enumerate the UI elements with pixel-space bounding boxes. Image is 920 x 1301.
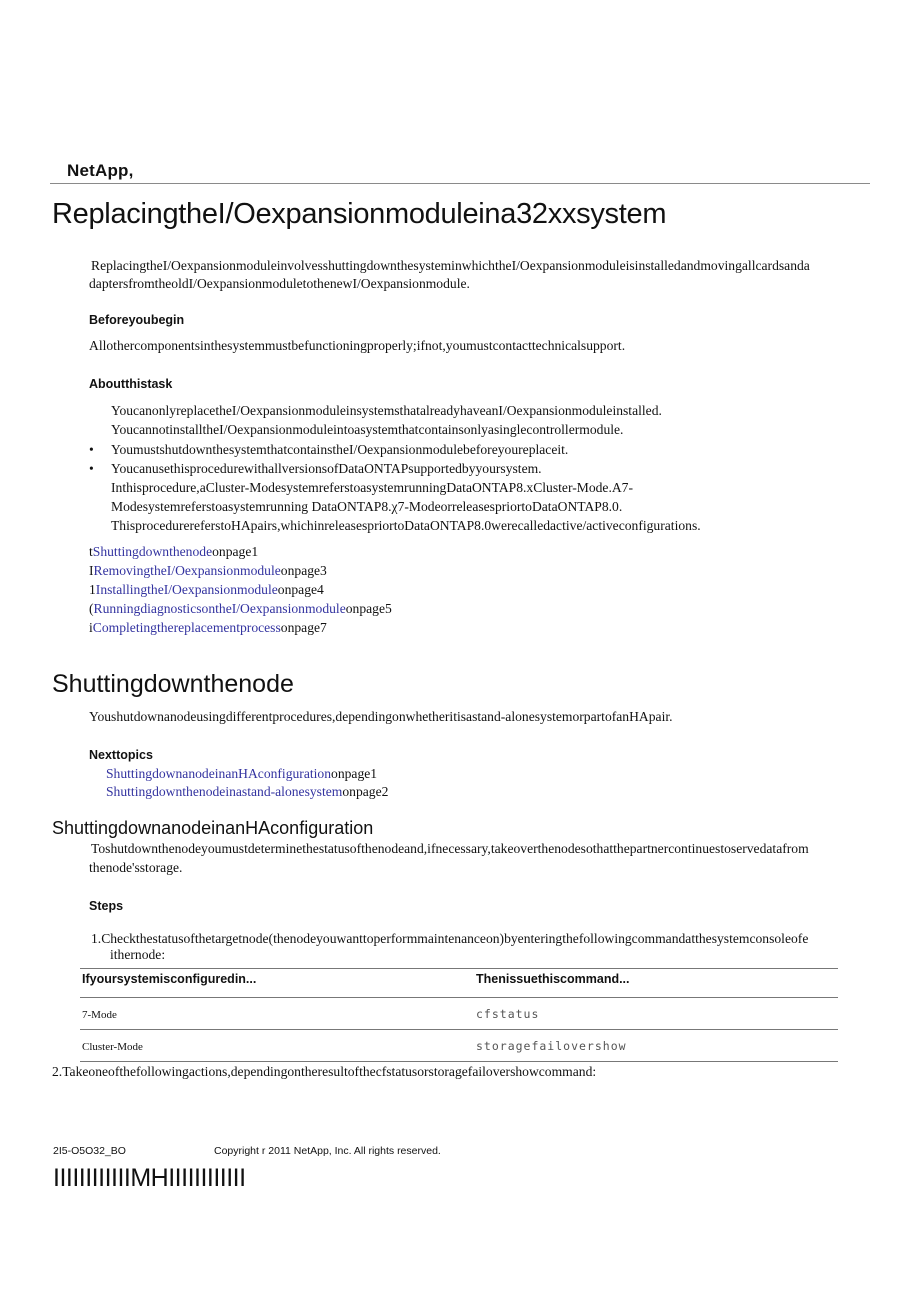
- table-row: [80, 1030, 838, 1062]
- step2-text: 2.Takeoneofthefollowingactions,dependingontheresultofthecfstatusorstoragefailovershowcommand:: [52, 1064, 597, 1079]
- toc-prefix: i: [89, 620, 93, 635]
- next-topic-page-ref: onpage2: [342, 784, 389, 799]
- toc-link-shutting-down[interactable]: Shuttingdownthenode: [92, 544, 213, 559]
- toc-page-ref: onpage5: [345, 601, 392, 616]
- toc-item: [89, 580, 324, 599]
- section1-text: Youshutdownanodeusingdifferentprocedures,dependingonwhetheritisastand-alonesystemorpartofanHApair.: [89, 709, 673, 724]
- toc-item: [89, 542, 258, 561]
- table-cell-command: storagefailovershow: [476, 1039, 627, 1053]
- next-topics-heading: Nexttopics: [89, 748, 153, 762]
- netapp-logo: NetApp,: [67, 161, 134, 180]
- steps-heading: Steps: [89, 899, 124, 913]
- table-row: [80, 998, 838, 1030]
- about-item3-line1: YoucanusethisprocedurewithallversionsofDataONTAPsupportedbyyoursystem.: [111, 461, 542, 476]
- before-heading: Beforeyoubegin: [89, 313, 185, 327]
- about-item3-line2: Inthisprocedure,aCluster-ModesystemreferstoasystemrunningDataONTAP8.xCluster-Mode.A7-: [111, 480, 633, 495]
- toc-page-ref: onpage7: [280, 620, 327, 635]
- section-title-shutting-down: Shuttingdownthenode: [52, 670, 294, 698]
- about-item3-line3: Modesystemreferstoasystemrunning DataONTAP8.χ7-ModeorreleasespriortoDataONTAP8.0.: [111, 499, 623, 514]
- toc-item: [89, 561, 327, 580]
- toc-item: [89, 618, 327, 637]
- section2-line-1: Toshutdownthenodeyoumustdeterminethestatusofthenodeand,ifnecessary,takeoverthenodesothatthepartnercontinuestoservedatafrom: [91, 841, 809, 856]
- intro-line-2: daptersfromtheoldI/OexpansionmoduletothenewI/Oexpansionmodule.: [89, 276, 470, 291]
- about-item3-line4: ThisprocedurereferstoHApairs,whichinreleasespriortoDataONTAP8.0werecalledactive/activeconfigurations.: [111, 518, 701, 533]
- next-topic-link-ha[interactable]: ShuttingdownanodeinanHAconfiguration: [106, 766, 332, 781]
- toc-prefix: (: [89, 601, 94, 616]
- table-cell-mode: 7-Mode: [82, 1009, 117, 1021]
- footer-copyright: Copyright r 2011 NetApp, Inc. All rights reserved.: [214, 1145, 441, 1157]
- next-topic-item: [106, 764, 377, 783]
- footer-doc-id: 2I5-O5O32_BO: [53, 1145, 126, 1157]
- barcode: IIIIIIIIIIIIMHIIIIIIIIIIII: [53, 1164, 246, 1192]
- command-table: [80, 968, 838, 1062]
- page-title: ReplacingtheI/Oexpansionmoduleina32xxsystem: [52, 198, 667, 230]
- toc-link-completing[interactable]: Completingthereplacementprocess: [92, 620, 281, 635]
- section-title-ha-configuration: ShuttingdownanodeinanHAconfiguration: [52, 818, 374, 838]
- toc-page-ref: onpage3: [280, 563, 327, 578]
- toc-link-diagnostics[interactable]: RunningdiagnosticsontheI/Oexpansionmodule: [93, 601, 346, 616]
- table-cell-mode: Cluster-Mode: [82, 1041, 143, 1053]
- toc-item: [89, 599, 392, 618]
- toc-prefix: t: [89, 544, 93, 559]
- next-topic-item: [106, 782, 388, 801]
- before-text: Allothercomponentsinthesystemmustbefunctioningproperly;ifnot,youmustcontacttechnicalsupport.: [89, 338, 626, 353]
- about-item2: [89, 440, 569, 459]
- bullet-icon: •: [89, 442, 94, 457]
- about-item1-line2: YoucannotinstalltheI/Oexpansionmoduleintoasystemthatcontainsonlyasinglecontrollermodule.: [111, 422, 624, 437]
- toc-page-ref: onpage1: [212, 544, 259, 559]
- intro-line-1: ReplacingtheI/OexpansionmoduleinvolvesshuttingdownthesysteminwhichtheI/Oexpansionmoduleisinstalledandmovingallcardsanda: [91, 258, 810, 273]
- bullet-icon: •: [89, 461, 94, 476]
- next-topic-page-ref: onpage1: [331, 766, 378, 781]
- step1-line-2: ithernode:: [110, 947, 166, 962]
- toc-prefix: I: [89, 563, 94, 578]
- about-item3: [89, 459, 542, 478]
- step1-line-1: 1.Checkthestatusofthetargetnode(thenodeyouwanttoperformmaintenanceon)byenteringthefollowingcommandatthesystemconsoleofe: [91, 931, 809, 946]
- about-item1-line1: YoucanonlyreplacetheI/OexpansionmoduleinsystemsthatalreadyhaveanI/Oexpansionmoduleinstalled.: [111, 403, 662, 418]
- header-divider: [50, 183, 870, 184]
- table-cell-command: cfstatus: [476, 1007, 540, 1021]
- table-header-command: Thenissuethiscommand...: [476, 972, 630, 986]
- toc-page-ref: onpage4: [277, 582, 324, 597]
- table-header-row: [80, 968, 838, 998]
- toc-link-installing[interactable]: InstallingtheI/Oexpansionmodule: [95, 582, 278, 597]
- toc-prefix: 1: [89, 582, 96, 597]
- about-heading: Aboutthistask: [89, 377, 173, 391]
- about-item2-text: YoumustshutdownthesystemthatcontainstheI/Oexpansionmodulebeforeyoureplaceit.: [111, 442, 569, 457]
- section2-line-2: thenode'sstorage.: [89, 860, 183, 875]
- toc-link-removing[interactable]: RemovingtheI/Oexpansionmodule: [93, 563, 281, 578]
- next-topic-link-standalone[interactable]: Shuttingdownthenodeinastand-alonesystem: [106, 784, 343, 799]
- table-header-config: Ifyoursystemisconfiguredin...: [82, 972, 257, 986]
